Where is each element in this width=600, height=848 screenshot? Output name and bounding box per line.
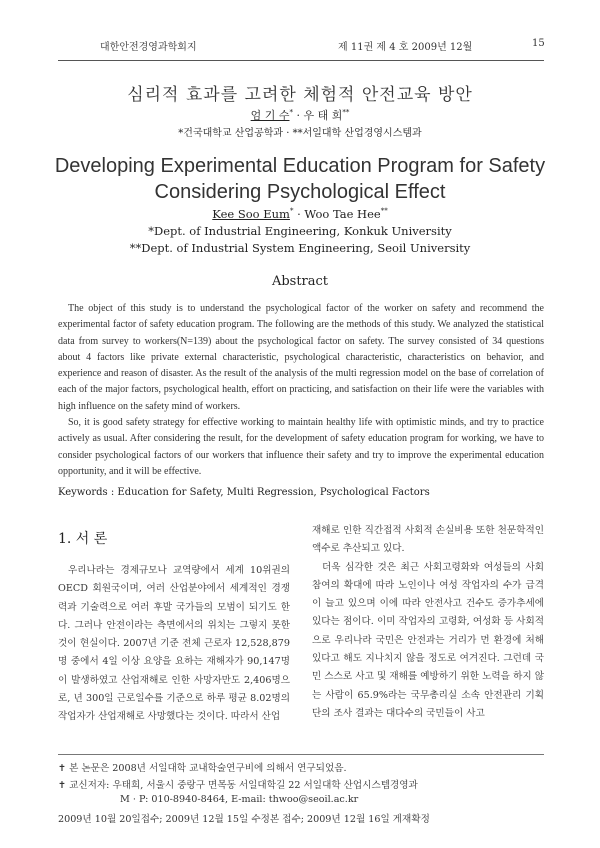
issue-info: 제 11권 제 4 호 2009년 12월 [338, 42, 473, 53]
english-title-line-1: Developing Experimental Education Program for Safety [54, 155, 546, 177]
left-column [58, 562, 290, 727]
english-affiliation-1: *Dept. of Industrial Engineering, Konkuk University [148, 224, 452, 238]
page-number: 15 [532, 38, 545, 49]
korean-author-2: 우 태 희 [303, 109, 343, 122]
footnote-corresponding: ✝ 교신저자: 우태희, 서울시 중랑구 면목동 서일대학길 22 서일대학 산업시스템경영과 [58, 780, 418, 791]
right-column-paragraph-1: 재해로 인한 직간접적 사회적 손실비용 또한 천문학적인 액수로 추산되고 있다. [312, 525, 544, 555]
header-rule [58, 60, 544, 61]
english-author-1-mark: * [289, 207, 294, 216]
english-author-separator: · [293, 207, 305, 221]
english-author-2-mark: ** [380, 207, 388, 216]
english-authors [0, 207, 600, 221]
english-author-1: Kee Soo Eum [212, 207, 290, 221]
english-title-line-2: Considering Psychological Effect [154, 181, 446, 203]
korean-author-separator: · [296, 109, 304, 122]
english-affiliation-2: **Dept. of Industrial System Engineering, Seoil University [129, 241, 471, 255]
right-column [312, 522, 544, 723]
footnote-contact: M · P: 010-8940-8464, E-mail: thwoo@seoil.ac.kr [120, 794, 359, 805]
korean-author-1-mark: * [289, 108, 293, 117]
korean-author-1: 엄 기 수 [250, 109, 290, 122]
left-column-paragraph: 우리나라는 경제규모나 교역량에서 세계 10위권의 OECD 회원국이며, 여러 산업분야에서 세계적인 경쟁력과 기술력으로 여러 후발 국가들의 모범이 되기도 한다. 그러나 안전이라는 측면에서의 위치는 그렇지 못한 것이 현실이다. 2007년 기준 전체 근로자 12,528,879명 중에서 4일 이상 요양을 요하는 재해자가 90,147명이 발생하였고 산업재해로 인한 사망자만도 2,406명으로, 년 300일 근로일수를 기준으로 하루 평균 8.02명의 작업자가 산업재해로 사망했다는 것이다. 따라서 산업 [58, 565, 290, 723]
right-column-paragraph-2: 더욱 심각한 것은 최근 사회고령화와 여성들의 사회참여의 확대에 따라 노인이나 여성 작업자의 수가 급격이 늘고 있으며 이에 따라 안전사고 건수도 증가추세에 있다는 점이다. 이미 작업자의 고령화, 여성화 등 사회적으로 우리나라 국민은 안전과는 거리가 먼 환경에 처해 있다고 해도 지나치지 않을 정도로 여겨진다. 그런데 국민 스스로 사고 및 재해를 예방하기 위한 노력을 하지 않는 사람이 65.9%라는 국무총리실 소속 안전관리 기획단의 조사 결과는 대다수의 국민들이 사고 [312, 561, 544, 719]
korean-authors [0, 107, 600, 123]
abstract-body [58, 301, 544, 480]
english-author-2: Woo Tae Hee [304, 207, 381, 221]
korean-title: 심리적 효과를 고려한 체험적 안전교육 방안 [127, 85, 473, 105]
journal-name: 대한안전경영과학회지 [100, 42, 197, 53]
abstract-paragraph-1: The object of this study is to understand the psychological factor of the worker on safety and recommend the experimental factor of safety education program. The following are the methods of this study. We analyzed the statistical data from survey to workers(N=139) about the psychological factor on safety. The survey consisted of 34 questions about 4 factors like private external characteristic, psychological characteristic, characteristics on behavior, and experience and reason of disaster. As the result of the analysis of the multi regression model on the base of correlation of each of the major factors, psychological health, effort on practicing, and satisfaction on their life were the variables with high influence on the safety mind of workers. [58, 303, 544, 412]
keywords: Keywords : Education for Safety, Multi Regression, Psychological Factors [58, 487, 430, 498]
abstract-heading: Abstract [271, 274, 329, 289]
abstract-paragraph-2: So, it is good safety strategy for effective working to maintain healthy life with optimistic minds, and try to practice actively as usual. After considering the result, for the development of safety education program for working, we have to consider psychological factors of our workers that influence their safety and try to improve the experimental education opportunity, and it will be effective. [58, 417, 544, 477]
section-heading: 1. 서 론 [58, 531, 108, 547]
korean-author-2-mark: ** [342, 108, 350, 117]
footnote-rule [58, 754, 544, 755]
korean-affiliation: *건국대학교 산업공학과 · **서일대학 산업경영시스템과 [178, 128, 422, 139]
footnote-dates: 2009년 10월 20일접수; 2009년 12월 15일 수정본 접수; 2009년 12월 16일 게재확정 [58, 814, 430, 825]
footnote-funding: ✝ 본 논문은 2008년 서일대학 교내학술연구비에 의해서 연구되었음. [58, 763, 347, 774]
